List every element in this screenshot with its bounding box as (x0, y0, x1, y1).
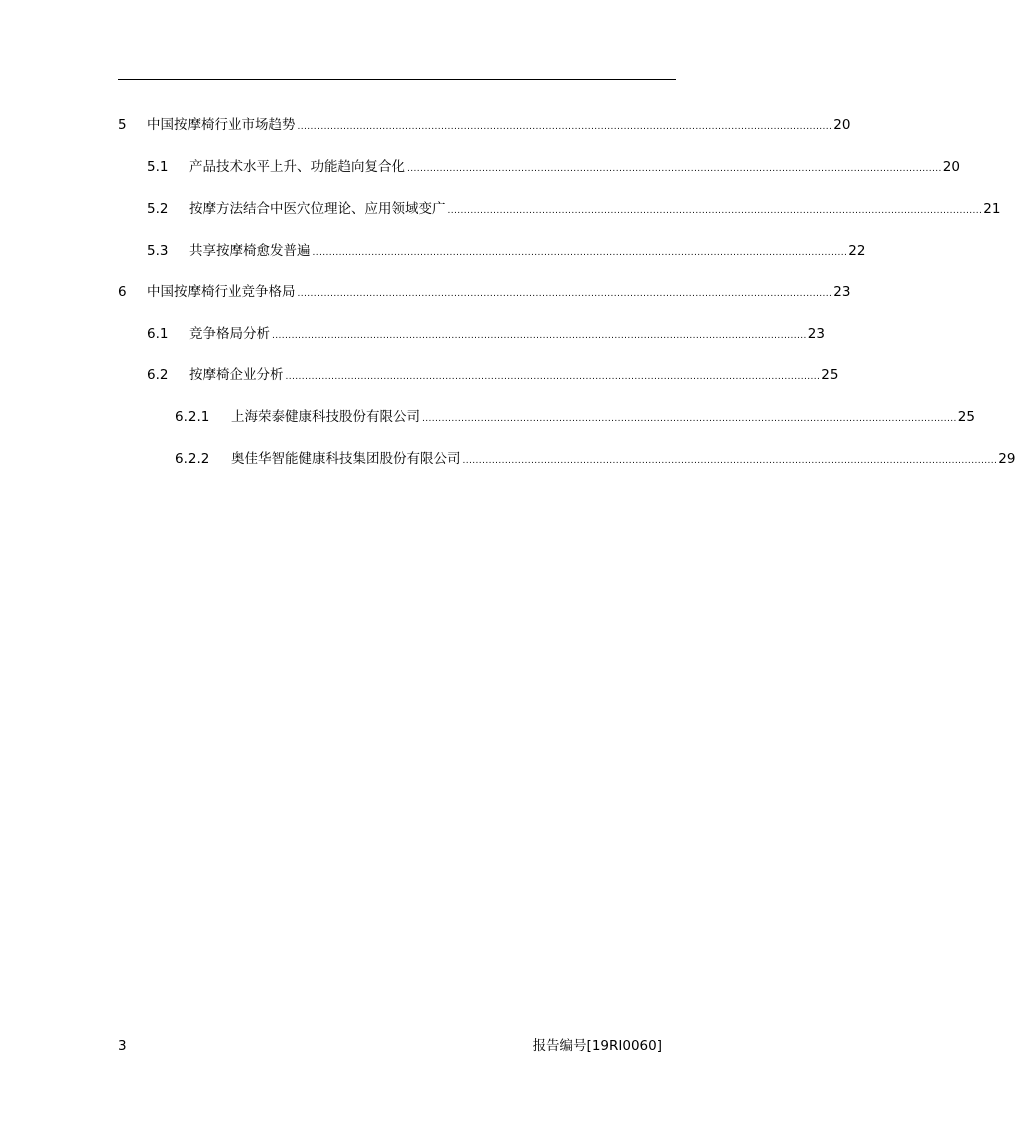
toc-entry-page: 25 (957, 409, 975, 425)
toc-entry-page: 23 (833, 284, 851, 300)
header-rule (118, 79, 676, 80)
toc-entry-page: 23 (807, 326, 825, 342)
toc-entry-title: 中国按摩椅行业竞争格局 (147, 284, 296, 300)
toc-entry-number: 6 (118, 284, 127, 300)
toc-leader-dots: .................................................................................................................................................................... (312, 248, 848, 258)
toc-entry-number: 6.2 (147, 367, 169, 383)
toc-leader-dots: .................................................................................................................................................................... (297, 122, 833, 132)
toc-entry-6-2-2[interactable] (0, 448, 1015, 470)
toc-entry-page: 22 (848, 243, 866, 259)
footer-report-id: 报告编号[19RI0060] (532, 1038, 662, 1054)
toc-entry-6-2-1[interactable] (0, 406, 975, 428)
footer-page-number: 3 (118, 1038, 127, 1054)
toc-entry-title: 上海荣泰健康科技股份有限公司 (231, 409, 420, 425)
toc-leader-dots: .................................................................................................................................................................... (422, 414, 957, 424)
toc-entry-title: 产品技术水平上升、功能趋向复合化 (189, 159, 405, 175)
toc-entry-number: 6.2.1 (175, 409, 210, 425)
toc-entry-5-3[interactable] (0, 240, 866, 262)
toc-entry-6-2[interactable] (0, 364, 839, 386)
toc-entry-title: 竞争格局分析 (189, 326, 270, 342)
toc-entry-page: 21 (983, 201, 1001, 217)
toc-entry-title: 按摩椅企业分析 (189, 367, 284, 383)
toc-leader-dots: .................................................................................................................................................................... (297, 289, 833, 299)
toc-entry-5[interactable] (0, 114, 851, 136)
toc-entry-number: 6.1 (147, 326, 169, 342)
toc-entry-page: 20 (942, 159, 960, 175)
toc-entry-title: 按摩方法结合中医穴位理论、应用领域变广 (189, 201, 446, 217)
toc-entry-5-2[interactable] (0, 198, 1001, 220)
toc-entry-number: 6.2.2 (175, 451, 210, 467)
toc-entry-page: 20 (833, 117, 851, 133)
toc-leader-dots: .................................................................................................................................................................... (285, 372, 821, 382)
toc-leader-dots: .................................................................................................................................................................... (407, 164, 942, 174)
toc-entry-6[interactable] (0, 281, 851, 303)
toc-leader-dots: .................................................................................................................................................................... (462, 456, 998, 466)
toc-leader-dots: .................................................................................................................................................................... (272, 331, 807, 341)
toc-entry-title: 共享按摩椅愈发普遍 (189, 243, 311, 259)
toc-entry-title: 中国按摩椅行业市场趋势 (147, 117, 296, 133)
toc-entry-5-1[interactable] (0, 156, 960, 178)
toc-entry-6-1[interactable] (0, 323, 825, 345)
toc-entry-title: 奥佳华智能健康科技集团股份有限公司 (231, 451, 461, 467)
toc-leader-dots: .................................................................................................................................................................... (447, 206, 983, 216)
toc-entry-number: 5 (118, 117, 127, 133)
toc-entry-page: 29 (998, 451, 1015, 467)
toc-entry-page: 25 (821, 367, 839, 383)
toc-entry-number: 5.3 (147, 243, 169, 259)
toc-entry-number: 5.2 (147, 201, 169, 217)
toc-entry-number: 5.1 (147, 159, 169, 175)
